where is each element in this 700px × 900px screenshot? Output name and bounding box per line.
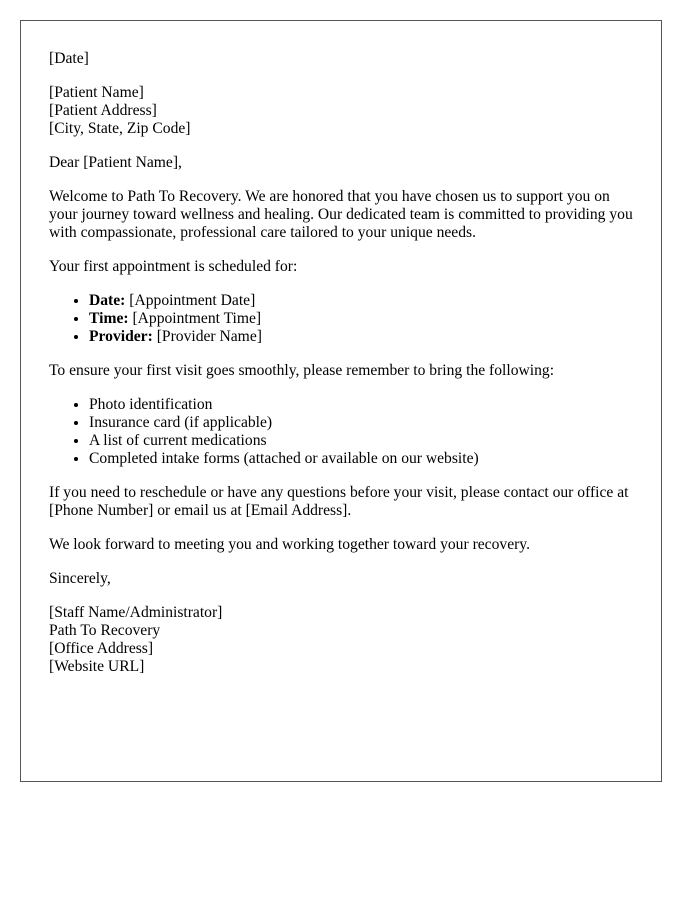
bring-list bbox=[49, 396, 633, 468]
appointment-value: [Appointment Time] bbox=[128, 310, 262, 327]
closing-paragraph: We look forward to meeting you and working together toward your recovery. bbox=[49, 536, 530, 553]
bring-item: • Completed intake forms (attached or available on our website) bbox=[89, 450, 633, 468]
appointment-item-time bbox=[89, 310, 633, 328]
recipient-name: [Patient Name] bbox=[49, 84, 144, 101]
salutation: Dear [Patient Name], bbox=[49, 154, 182, 171]
contact-paragraph: If you need to reschedule or have any questions before your visit, please contact our office at [Phone Number] or email us at [Email Address]. bbox=[49, 484, 629, 519]
bring-item: • Insurance card (if applicable) bbox=[89, 414, 633, 432]
intro-paragraph: Welcome to Path To Recovery. We are honored that you have chosen us to support you on your journey toward wellness and healing. Our dedicated team is committed to providing you with compassionate, professional care tailored to your unique needs. bbox=[49, 188, 633, 241]
signature-website: [Website URL] bbox=[49, 658, 145, 675]
signature-office-address: [Office Address] bbox=[49, 640, 154, 657]
letter-page bbox=[20, 20, 662, 782]
recipient-block bbox=[49, 84, 633, 138]
appointment-lead: Your first appointment is scheduled for: bbox=[49, 258, 298, 275]
appointment-value: [Appointment Date] bbox=[125, 292, 256, 309]
appointment-label: Date: bbox=[89, 292, 126, 309]
signoff: Sincerely, bbox=[49, 570, 111, 587]
appointment-label: Time: bbox=[89, 310, 129, 327]
appointment-label: Provider: bbox=[89, 328, 153, 345]
recipient-address: [Patient Address] bbox=[49, 102, 157, 119]
appointment-list bbox=[49, 292, 633, 346]
bring-item: • A list of current medications bbox=[89, 432, 633, 450]
bring-lead: To ensure your first visit goes smoothly, please remember to bring the following: bbox=[49, 362, 555, 379]
appointment-value: [Provider Name] bbox=[152, 328, 262, 345]
signature-organization: Path To Recovery bbox=[49, 622, 161, 639]
signature-staff: [Staff Name/Administrator] bbox=[49, 604, 223, 621]
appointment-item-date bbox=[89, 292, 633, 310]
signature-block bbox=[49, 604, 633, 676]
bring-item: • Photo identification bbox=[89, 396, 633, 414]
letter-date: [Date] bbox=[49, 50, 89, 67]
recipient-city-state-zip: [City, State, Zip Code] bbox=[49, 120, 191, 137]
appointment-item-provider bbox=[89, 328, 633, 346]
